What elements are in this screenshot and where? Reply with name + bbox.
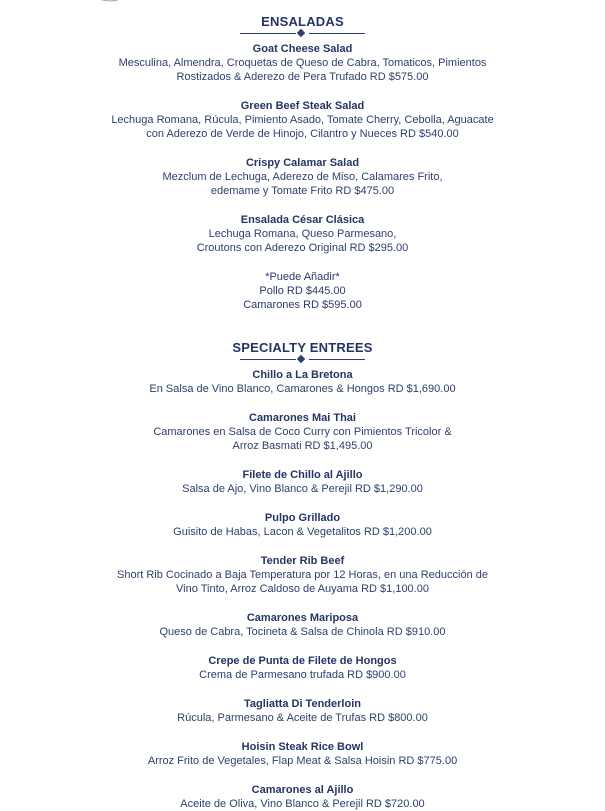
item-name: Crispy Calamar Salad bbox=[245, 157, 360, 169]
item-description: En Salsa de Vino Blanco, Camarones & Hongos RD $1,690.00 bbox=[149, 383, 456, 395]
item-name: Camarones Mai Thai bbox=[249, 412, 356, 424]
item-name: Camarones al Ajillo bbox=[251, 784, 354, 796]
menu-item bbox=[0, 554, 605, 596]
menu-item bbox=[0, 99, 605, 141]
item-description: Arroz Basmati RD $1,495.00 bbox=[232, 440, 373, 452]
addon-line: Pollo RD $445.00 bbox=[259, 285, 346, 297]
menu-item bbox=[0, 156, 605, 198]
item-description: Lechuga Romana, Rúcula, Pimiento Asado, Tomate Cherry, Cebolla, Aguacate bbox=[111, 114, 494, 126]
menu-item bbox=[0, 42, 605, 84]
item-name: Tender Rib Beef bbox=[260, 555, 345, 567]
section-ensaladas bbox=[0, 14, 605, 312]
item-description: Croutons con Aderezo Original RD $295.00 bbox=[196, 242, 409, 254]
item-description: Short Rib Cocinado a Baja Temperatura por 12 Horas, en una Reducción de bbox=[117, 569, 488, 581]
section-divider bbox=[240, 30, 365, 38]
item-name: Green Beef Steak Salad bbox=[240, 100, 365, 112]
addon-line: Camarones RD $595.00 bbox=[243, 299, 362, 311]
item-description: Salsa de Ajo, Vino Blanco & Perejil RD $1,290.00 bbox=[182, 483, 423, 495]
menu-item bbox=[0, 611, 605, 639]
item-description: Aceite de Oliva, Vino Blanco & Perejil RD $720.00 bbox=[180, 798, 425, 810]
section-title: SPECIALTY ENTREES bbox=[232, 340, 373, 355]
section-divider bbox=[240, 356, 365, 364]
item-name: Chillo a La Bretona bbox=[252, 369, 353, 381]
item-description: Crema de Parmesano trufada RD $900.00 bbox=[199, 669, 406, 681]
item-name: Tagliatta Di Tenderloin bbox=[244, 698, 361, 710]
item-name: Camarones Mariposa bbox=[246, 612, 359, 624]
diamond-ornament-icon bbox=[297, 29, 305, 37]
item-name: Goat Cheese Salad bbox=[252, 43, 353, 55]
item-name: Filete de Chillo al Ajillo bbox=[242, 469, 363, 481]
section-specialty-entrees bbox=[0, 340, 605, 811]
item-name: Hoisin Steak Rice Bowl bbox=[241, 741, 364, 753]
menu-item bbox=[0, 213, 605, 255]
section-title: ENSALADAS bbox=[261, 14, 344, 29]
addon-note: *Puede Añadir* bbox=[265, 271, 340, 283]
diamond-ornament-icon bbox=[297, 355, 305, 363]
item-description: Arroz Frito de Vegetales, Flap Meat & Salsa Hoisin RD $775.00 bbox=[147, 755, 458, 767]
menu-item bbox=[0, 783, 605, 811]
item-name: Crepe de Punta de Filete de Hongos bbox=[208, 655, 397, 667]
menu-item bbox=[0, 740, 605, 768]
item-description: Queso de Cabra, Tocineta & Salsa de Chinola RD $910.00 bbox=[159, 626, 446, 638]
item-description: Rúcula, Parmesano & Aceite de Trufas RD $800.00 bbox=[177, 712, 428, 724]
item-name: Ensalada César Clásica bbox=[240, 214, 365, 226]
item-description: Camarones en Salsa de Coco Curry con Pimientos Tricolor & bbox=[153, 426, 452, 438]
menu-item bbox=[0, 511, 605, 539]
item-description: Lechuga Romana, Queso Parmesano, bbox=[208, 228, 397, 240]
item-description: Guisito de Habas, Lacon & Vegetalitos RD $1,200.00 bbox=[173, 526, 432, 538]
menu-item bbox=[0, 697, 605, 725]
menu-item bbox=[0, 411, 605, 453]
item-description: Mezclum de Lechuga, Aderezo de Miso, Calamares Frito, bbox=[162, 171, 443, 183]
menu-item bbox=[0, 468, 605, 496]
menu-item bbox=[0, 654, 605, 682]
corner-ornament-icon bbox=[60, 0, 120, 6]
item-description: Mesculina, Almendra, Croquetas de Queso de Cabra, Tomaticos, Pimientos bbox=[118, 57, 487, 69]
item-description: Rostizados & Aderezo de Pera Trufado RD $575.00 bbox=[176, 71, 429, 83]
item-description: con Aderezo de Verde de Hinojo, Cilantro y Nueces RD $540.00 bbox=[146, 128, 459, 140]
item-name: Pulpo Grillado bbox=[264, 512, 341, 524]
menu-item bbox=[0, 368, 605, 396]
addon-block bbox=[0, 270, 605, 312]
item-description: edemame y Tomate Frito RD $475.00 bbox=[210, 185, 395, 197]
item-description: Vino Tinto, Arroz Caldoso de Auyama RD $1,100.00 bbox=[176, 583, 429, 595]
